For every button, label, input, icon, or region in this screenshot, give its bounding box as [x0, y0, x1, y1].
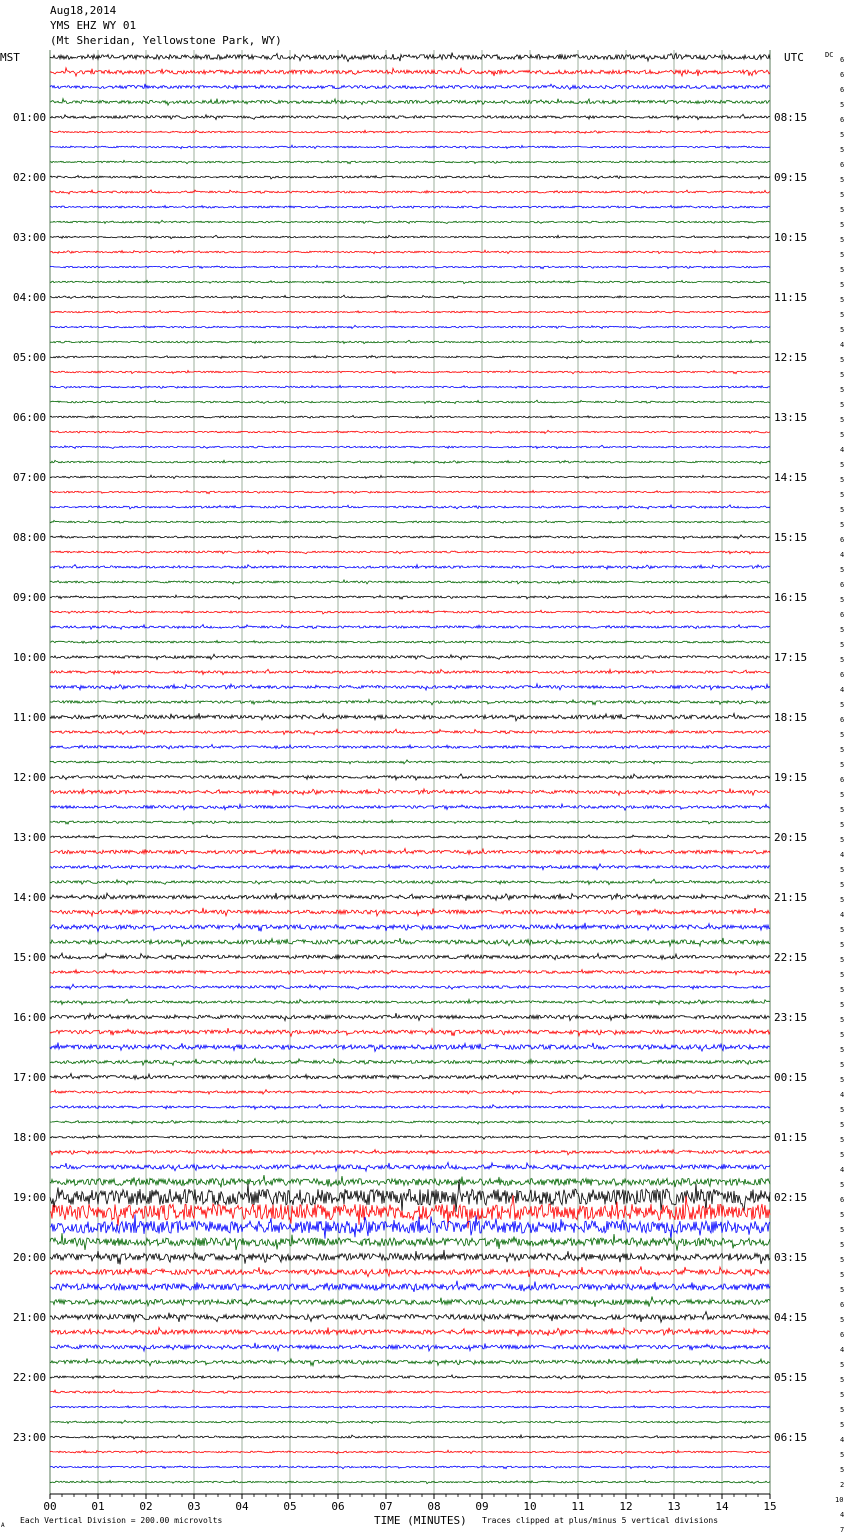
dc-offset-value: 5	[840, 356, 845, 364]
utc-hour-label: 04:15	[774, 1311, 808, 1324]
trace-row-9	[50, 190, 770, 194]
x-tick-label: 01	[91, 1500, 105, 1513]
dc-offset-value: 5	[840, 881, 845, 889]
dc-offset-value: 5	[840, 176, 845, 184]
x-tick-label: 13	[667, 1500, 681, 1513]
dc-offset-value: 5	[840, 1286, 845, 1294]
dc-offset-value: 5	[840, 971, 845, 979]
mst-hour-label: 01:00	[13, 111, 47, 124]
utc-hour-label: 03:15	[774, 1251, 808, 1264]
trace-row-39	[50, 640, 770, 643]
dc-offset-value: 5	[840, 101, 845, 109]
x-axis-title: TIME (MINUTES)	[374, 1514, 467, 1527]
dc-offset-value: 10	[835, 1496, 844, 1504]
trace-row-25	[50, 430, 770, 433]
x-tick-label: 09	[475, 1500, 489, 1513]
x-tick-label: 00	[43, 1500, 57, 1513]
trace-row-81	[50, 1266, 770, 1277]
dc-offset-value: 4	[840, 1166, 845, 1174]
trace-row-28	[50, 475, 770, 479]
utc-hour-label: 06:15	[774, 1431, 808, 1444]
dc-offset-value: 5	[840, 431, 845, 439]
trace-row-44	[50, 713, 770, 721]
utc-hour-label: 15:15	[774, 531, 808, 544]
dc-offset-value: 4	[840, 341, 845, 349]
dc-offset-value: 4	[840, 1091, 845, 1099]
mst-hour-label: 04:00	[13, 291, 47, 304]
utc-hour-label: 14:15	[774, 471, 808, 484]
trace-row-58	[50, 923, 770, 932]
trace-row-71	[50, 1120, 770, 1124]
x-tick-label: 15	[763, 1500, 777, 1513]
trace-row-83	[50, 1297, 770, 1307]
trace-row-54	[50, 864, 770, 870]
trace-row-49	[50, 789, 770, 796]
trace-row-88	[50, 1375, 770, 1379]
dc-offset-value: 4	[840, 446, 845, 454]
utc-hour-label: 23:15	[774, 1011, 808, 1024]
trace-row-68	[50, 1074, 770, 1080]
dc-offset-value: 5	[840, 896, 845, 904]
dc-offset-value: 5	[840, 1451, 845, 1459]
dc-offset-value: 6	[840, 1331, 845, 1339]
dc-offset-value: 5	[840, 1241, 845, 1249]
mst-hour-label: 06:00	[13, 411, 47, 424]
dc-offset-value: 5	[840, 1376, 845, 1384]
trace-row-82	[50, 1281, 770, 1292]
trace-row-24	[50, 415, 770, 418]
trace-row-6	[50, 145, 770, 149]
trace-row-10	[50, 205, 770, 208]
trace-row-63	[50, 999, 770, 1004]
x-tick-label: 14	[715, 1500, 729, 1513]
trace-row-33	[50, 550, 770, 554]
trace-row-56	[50, 893, 770, 901]
trace-row-73	[50, 1149, 770, 1155]
dc-offset-value: 5	[840, 956, 845, 964]
trace-row-38	[50, 625, 770, 630]
trace-row-30	[50, 505, 770, 509]
trace-row-35	[50, 580, 770, 584]
trace-row-48	[50, 774, 770, 780]
dc-offset-value: 5	[840, 1211, 845, 1219]
dc-offset-value: 5	[840, 746, 845, 754]
dc-offset-value: 6	[840, 161, 845, 169]
trace-row-84	[50, 1312, 770, 1323]
trace-row-41	[50, 669, 770, 674]
x-tick-label: 08	[427, 1500, 441, 1513]
trace-row-17	[50, 310, 770, 313]
trace-row-80	[50, 1250, 770, 1265]
dc-offset-value: 5	[840, 1316, 845, 1324]
dc-offset-value: 4	[840, 686, 845, 694]
dc-offset-value: 5	[840, 806, 845, 814]
trace-row-47	[50, 760, 770, 764]
utc-hour-label: 11:15	[774, 291, 808, 304]
trace-row-91	[50, 1420, 770, 1423]
trace-row-66	[50, 1043, 770, 1052]
dc-offset-value: 5	[840, 311, 845, 319]
dc-offset-value: 5	[840, 266, 845, 274]
mst-hour-label: 02:00	[13, 171, 47, 184]
dc-offset-value: 5	[840, 656, 845, 664]
mst-hour-label: 07:00	[13, 471, 47, 484]
mst-hour-label: 23:00	[13, 1431, 47, 1444]
dc-offset-value: 5	[840, 251, 845, 259]
dc-offset-value: 4	[840, 1511, 845, 1519]
dc-offset-value: 5	[840, 596, 845, 604]
dc-offset-value: 5	[840, 1406, 845, 1414]
dc-offset-value: 5	[840, 506, 845, 514]
utc-hour-label: 17:15	[774, 651, 808, 664]
dc-offset-value: 5	[840, 1361, 845, 1369]
trace-row-16	[50, 295, 770, 298]
dc-offset-value: 5	[840, 326, 845, 334]
trace-row-46	[50, 745, 770, 749]
dc-offset-value: 5	[840, 926, 845, 934]
trace-row-0	[50, 53, 770, 62]
dc-offset-value: 5	[840, 1016, 845, 1024]
trace-row-26	[50, 445, 770, 448]
dc-offset-value: 6	[840, 1301, 845, 1309]
utc-hour-label: 00:15	[774, 1071, 808, 1084]
trace-row-65	[50, 1028, 770, 1036]
dc-offset-value: 5	[840, 1181, 845, 1189]
trace-row-29	[50, 490, 770, 493]
trace-row-79	[50, 1233, 770, 1251]
trace-row-51	[50, 820, 770, 824]
dc-offset-value: 5	[840, 491, 845, 499]
x-tick-label: 11	[571, 1500, 585, 1513]
mst-hour-label: 09:00	[13, 591, 47, 604]
trace-row-57	[50, 908, 770, 916]
trace-row-32	[50, 535, 770, 539]
dc-offset-value: 5	[840, 701, 845, 709]
dc-offset-value: 5	[840, 1271, 845, 1279]
dc-offset-value: 5	[840, 191, 845, 199]
trace-row-1	[50, 68, 770, 76]
trace-row-94	[50, 1465, 770, 1468]
dc-offset-value: 7	[840, 1526, 845, 1534]
dc-offsets	[835, 56, 844, 1534]
dc-offset-value: 4	[840, 1436, 845, 1444]
x-tick-label: 06	[331, 1500, 345, 1513]
trace-row-11	[50, 220, 770, 223]
dc-offset-value: 5	[840, 1421, 845, 1429]
station-location: (Mt Sheridan, Yellowstone Park, WY)	[50, 34, 282, 47]
x-tick-label: 04	[235, 1500, 249, 1513]
utc-hour-label: 13:15	[774, 411, 808, 424]
mst-hour-label: 03:00	[13, 231, 47, 244]
dc-offset-value: 5	[840, 731, 845, 739]
utc-hour-label: 19:15	[774, 771, 808, 784]
dc-offset-value: 5	[840, 461, 845, 469]
mst-hour-label: 18:00	[13, 1131, 47, 1144]
trace-row-90	[50, 1406, 770, 1409]
dc-offset-value: 6	[840, 716, 845, 724]
trace-row-70	[50, 1105, 770, 1110]
trace-row-36	[50, 595, 770, 599]
trace-row-89	[50, 1390, 770, 1394]
dc-offset-value: 5	[840, 401, 845, 409]
x-tick-label: 12	[619, 1500, 633, 1513]
dc-offset-value: 5	[840, 986, 845, 994]
dc-offset-value: 5	[840, 236, 845, 244]
trace-row-40	[50, 654, 770, 659]
dc-offset-value: 5	[840, 1151, 845, 1159]
dc-offset-value: 5	[840, 281, 845, 289]
dc-offset-value: 5	[840, 821, 845, 829]
trace-row-7	[50, 160, 770, 163]
trace-row-55	[50, 879, 770, 884]
trace-row-3	[50, 99, 770, 106]
trace-rows	[50, 53, 770, 1484]
dc-offset-value: 5	[840, 1046, 845, 1054]
dc-offset-value: 4	[840, 851, 845, 859]
trace-row-87	[50, 1359, 770, 1366]
station-name: YMS EHZ WY 01	[50, 19, 137, 32]
dc-offset-value: 6	[840, 776, 845, 784]
dc-offset-value: 5	[840, 1256, 845, 1264]
trace-row-86	[50, 1343, 770, 1351]
dc-offset-value: 5	[840, 1076, 845, 1084]
dc-offset-value: 2	[840, 1481, 845, 1489]
dc-offset-value: 5	[840, 521, 845, 529]
trace-row-62	[50, 984, 770, 989]
trace-row-37	[50, 610, 770, 614]
x-tick-label: 07	[379, 1500, 393, 1513]
trace-row-8	[50, 175, 770, 179]
dc-offset-value: 5	[840, 836, 845, 844]
trace-row-45	[50, 729, 770, 734]
dc-offset-value: 5	[840, 761, 845, 769]
trace-row-31	[50, 520, 770, 523]
dc-offset-value: 5	[840, 641, 845, 649]
utc-hour-label: 16:15	[774, 591, 808, 604]
scale-note: Each Vertical Division = 200.00 microvolts	[20, 1516, 223, 1525]
dc-offset-value: 5	[840, 371, 845, 379]
trace-row-75	[50, 1175, 770, 1187]
dc-offset-value: 5	[840, 476, 845, 484]
mst-hour-label: 13:00	[13, 831, 47, 844]
mst-hour-label: 12:00	[13, 771, 47, 784]
trace-row-12	[50, 235, 770, 238]
x-axis	[43, 1494, 776, 1513]
trace-row-5	[50, 130, 770, 133]
mst-hour-label: 11:00	[13, 711, 47, 724]
dc-offset-value: 4	[840, 551, 845, 559]
dc-offset-value: 5	[840, 1136, 845, 1144]
plot-date: Aug18,2014	[50, 4, 117, 17]
utc-hour-label: 12:15	[774, 351, 808, 364]
dc-offset-value: 5	[840, 626, 845, 634]
x-tick-label: 10	[523, 1500, 537, 1513]
trace-row-18	[50, 325, 770, 328]
left-timezone-label: MST	[0, 51, 20, 64]
dc-offset-value: 6	[840, 116, 845, 124]
dc-offset-value: 5	[840, 1226, 845, 1234]
mst-hour-label: 14:00	[13, 891, 47, 904]
trace-row-27	[50, 460, 770, 463]
mst-hour-label: 19:00	[13, 1191, 47, 1204]
dc-offset-value: 5	[840, 1121, 845, 1129]
dc-offset-value: 6	[840, 581, 845, 589]
dc-offset-value: 6	[840, 671, 845, 679]
mst-hour-label: 22:00	[13, 1371, 47, 1384]
dc-offset-value: 4	[840, 1346, 845, 1354]
trace-row-64	[50, 1013, 770, 1021]
right-timezone-label: UTC	[784, 51, 804, 64]
mst-hour-label: 08:00	[13, 531, 47, 544]
utc-hour-label: 01:15	[774, 1131, 808, 1144]
trace-row-74	[50, 1162, 770, 1171]
trace-row-60	[50, 953, 770, 960]
mst-hour-label: 15:00	[13, 951, 47, 964]
utc-hour-label: 20:15	[774, 831, 808, 844]
dc-offset-value: 6	[840, 1196, 845, 1204]
utc-hour-label: 02:15	[774, 1191, 808, 1204]
dc-offset-value: 6	[840, 56, 845, 64]
x-tick-label: 02	[139, 1500, 153, 1513]
utc-hour-label: 08:15	[774, 111, 808, 124]
dc-offset-value: 6	[840, 71, 845, 79]
mst-hour-label: 20:00	[13, 1251, 47, 1264]
dc-offset-value: 6	[840, 86, 845, 94]
dc-offset-value: 5	[840, 1001, 845, 1009]
mst-hour-label: 21:00	[13, 1311, 47, 1324]
trace-row-95	[50, 1480, 770, 1483]
dc-offset-value: 5	[840, 416, 845, 424]
utc-hour-label: 05:15	[774, 1371, 808, 1384]
utc-hour-label: 18:15	[774, 711, 808, 724]
trace-row-53	[50, 849, 770, 855]
dc-offset-value: 5	[840, 386, 845, 394]
dc-offset-value: 5	[840, 1061, 845, 1069]
dc-offset-value: 5	[840, 1031, 845, 1039]
dc-offset-value: 5	[840, 1466, 845, 1474]
mst-hour-label: 17:00	[13, 1071, 47, 1084]
dc-offset-value: 5	[840, 1391, 845, 1399]
trace-row-13	[50, 250, 770, 254]
trace-row-61	[50, 970, 770, 975]
trace-row-15	[50, 280, 770, 283]
trace-row-19	[50, 340, 770, 343]
dc-offset-value: 5	[840, 1106, 845, 1114]
trace-row-20	[50, 355, 770, 359]
utc-hour-label: 21:15	[774, 891, 808, 904]
dc-offset-value: 5	[840, 146, 845, 154]
x-tick-label: 03	[187, 1500, 201, 1513]
dc-offset-value: 5	[840, 566, 845, 574]
dc-offset-value: 4	[840, 911, 845, 919]
trace-row-59	[50, 938, 770, 946]
trace-row-4	[50, 114, 770, 119]
mst-hour-label: 05:00	[13, 351, 47, 364]
trace-row-69	[50, 1090, 770, 1095]
dc-offset-value: 6	[840, 536, 845, 544]
utc-hour-label: 09:15	[774, 171, 808, 184]
utc-hour-label: 10:15	[774, 231, 808, 244]
dc-offset-value: 5	[840, 941, 845, 949]
trace-row-92	[50, 1435, 770, 1439]
clip-note: Traces clipped at plus/minus 5 vertical divisions	[482, 1516, 719, 1525]
trace-row-22	[50, 385, 770, 388]
trace-row-67	[50, 1059, 770, 1066]
trace-row-93	[50, 1450, 770, 1454]
dc-offset-value: 5	[840, 866, 845, 874]
dc-offset-value: 5	[840, 296, 845, 304]
trace-row-14	[50, 265, 770, 268]
dc-offset-value: 5	[840, 221, 845, 229]
mst-hour-label: 10:00	[13, 651, 47, 664]
trace-row-50	[50, 804, 770, 810]
dc-offset-value: 5	[840, 206, 845, 214]
trace-row-72	[50, 1135, 770, 1139]
trace-row-43	[50, 699, 770, 704]
trace-row-2	[50, 84, 770, 90]
trace-row-23	[50, 400, 770, 403]
trace-row-42	[50, 684, 770, 690]
x-tick-label: 05	[283, 1500, 297, 1513]
dc-offset-value: 5	[840, 791, 845, 799]
dc-offset-value: 5	[840, 131, 845, 139]
dc-offset-value: 6	[840, 611, 845, 619]
trace-row-21	[50, 370, 770, 373]
trace-row-52	[50, 835, 770, 839]
corner-mark: A	[1, 1522, 5, 1529]
trace-row-34	[50, 565, 770, 570]
trace-row-85	[50, 1327, 770, 1336]
dc-offset-header: DC	[825, 51, 834, 59]
mst-hour-label: 16:00	[13, 1011, 47, 1024]
utc-hour-label: 22:15	[774, 951, 808, 964]
